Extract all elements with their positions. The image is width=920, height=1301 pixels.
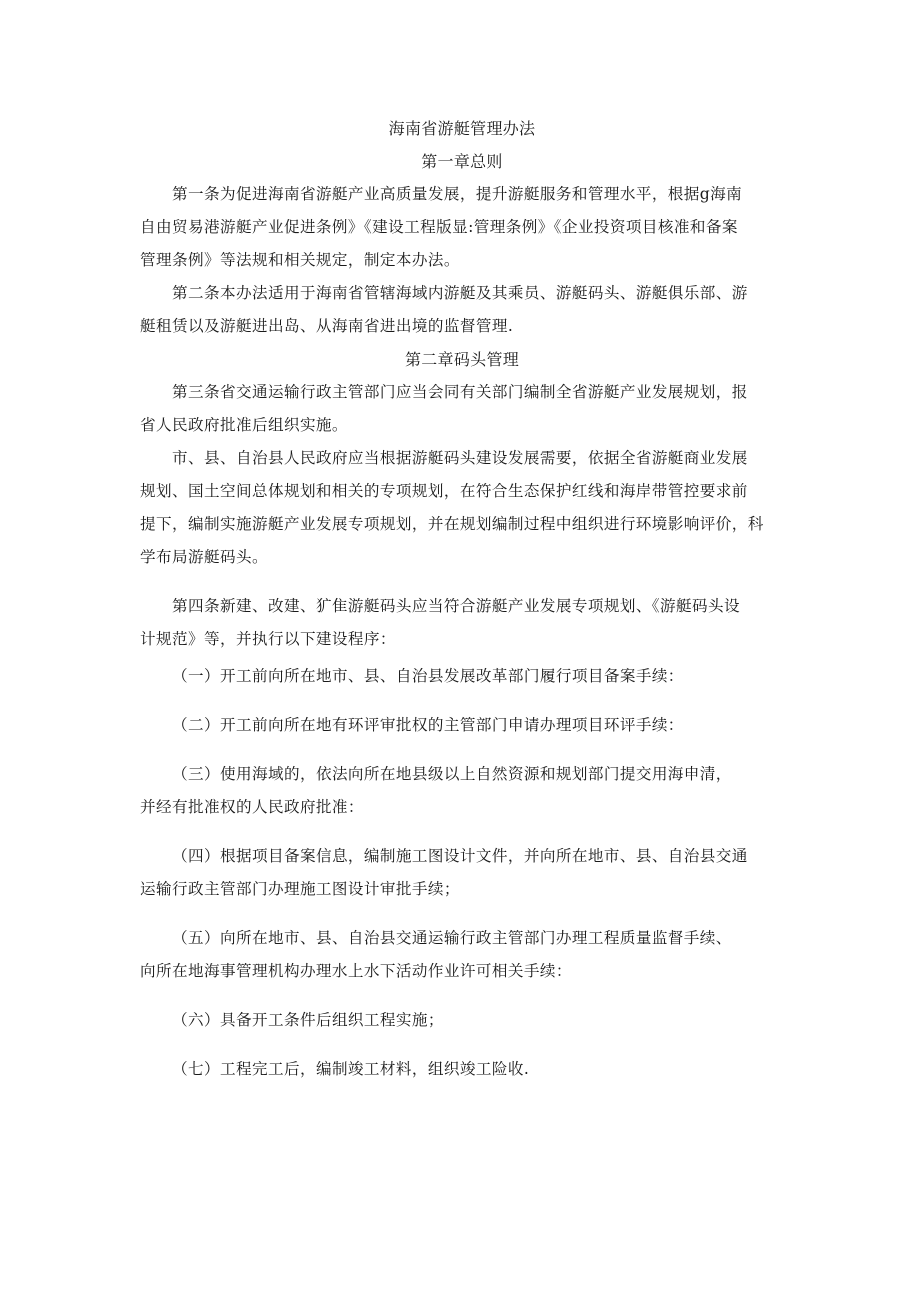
article-3-paragraph-2 bbox=[140, 442, 784, 574]
text-line: 管理条例》等法规和相关规定，制定本办法。 bbox=[140, 251, 460, 269]
text-line: 计规范》等，并执行以下建设程序： bbox=[140, 630, 396, 648]
text-line: 提下，编制实施游艇产业发展专项规划，并在规划编制过程中组织进行环境影响评价，科 bbox=[140, 515, 764, 533]
text-line: 第四条新建、改建、犷隹游艇码头应当符合游艇产业发展专项规划、《游艇码头设 bbox=[172, 597, 740, 615]
text-line: （七）工程完工后，编制竣工材料，组织竣工险收. bbox=[172, 1060, 530, 1078]
text-line: 运输行政主管部门办理施工图设计审批手续； bbox=[140, 880, 460, 898]
text-line: （六）具备开工条件后组织工程实施； bbox=[172, 1011, 444, 1029]
text-line: （五）向所在地市、县、自治县交通运输行政主管部门办理工程质量监督手续、 bbox=[172, 929, 732, 947]
chapter-2-heading: 第二章码头管理 bbox=[404, 350, 520, 369]
article-1 bbox=[140, 178, 784, 277]
document-page bbox=[140, 108, 784, 1086]
article-3 bbox=[140, 376, 784, 442]
text-line: 规划、国土空间总体规划和相关的专项规划，在符合生态保护红线和海岸带管控要求前 bbox=[140, 482, 748, 500]
text-line: （二）开工前向所在地有环评审批权的主管部门申请办理项目环评手续： bbox=[172, 716, 684, 734]
document-title: 海南省游艇管理办法 bbox=[388, 119, 536, 138]
text-line: 并经有批准权的人民政府批准： bbox=[140, 798, 364, 816]
text-line: 向所在地海事管理机构办理水上水下活动作业许可相关手续： bbox=[140, 962, 572, 980]
procedure-item-7 bbox=[140, 1053, 784, 1086]
chapter-1-heading: 第一章总则 bbox=[421, 152, 503, 171]
text-line: 第三条省交通运输行政主管部门应当会同有关部门编制全省游艇产业发展规划，报 bbox=[172, 383, 748, 401]
text-line: 自由贸易港游艇产业促进条例》《建设工程版显:管理条例》《企业投资项目核准和备案 bbox=[140, 218, 738, 236]
text-line: （一）开工前向所在地市、县、自治县发展改革部门履行项目备案手续： bbox=[172, 667, 684, 685]
article-2 bbox=[140, 277, 784, 343]
procedure-item-1 bbox=[140, 660, 784, 693]
text-line: 第二条本办法适用于海南省管辖海域内游艇及其乘员、游艇码头、游艇俱乐部、游 bbox=[172, 284, 748, 302]
text-line: 市、县、自治县人民政府应当根据游艇码头建设发展需要，依据全省游艇商业发展 bbox=[172, 449, 748, 467]
text-line: 省人民政府批准后组织实施。 bbox=[140, 416, 348, 434]
procedure-item-5 bbox=[140, 922, 784, 988]
procedure-item-3 bbox=[140, 758, 784, 824]
text-line: 艇租赁以及游艇进出岛、从海南省进出境的监督管理. bbox=[140, 317, 514, 335]
article-4 bbox=[140, 590, 784, 656]
text-line: （四）根据项目备案信息，编制施工图设计文件，并向所在地市、县、自治县交通 bbox=[172, 847, 748, 865]
procedure-item-6 bbox=[140, 1004, 784, 1037]
text-line: 第一条为促进海南省游艇产业高质量发展，提升游艇服务和管理水平，根据g海南 bbox=[172, 185, 743, 203]
text-line: （三）使用海域的，依法向所在地县级以上自然资源和规划部门提交用海申清， bbox=[172, 765, 732, 783]
text-line: 学布局游艇码头。 bbox=[140, 548, 268, 566]
procedure-item-2 bbox=[140, 709, 784, 742]
procedure-item-4 bbox=[140, 840, 784, 906]
